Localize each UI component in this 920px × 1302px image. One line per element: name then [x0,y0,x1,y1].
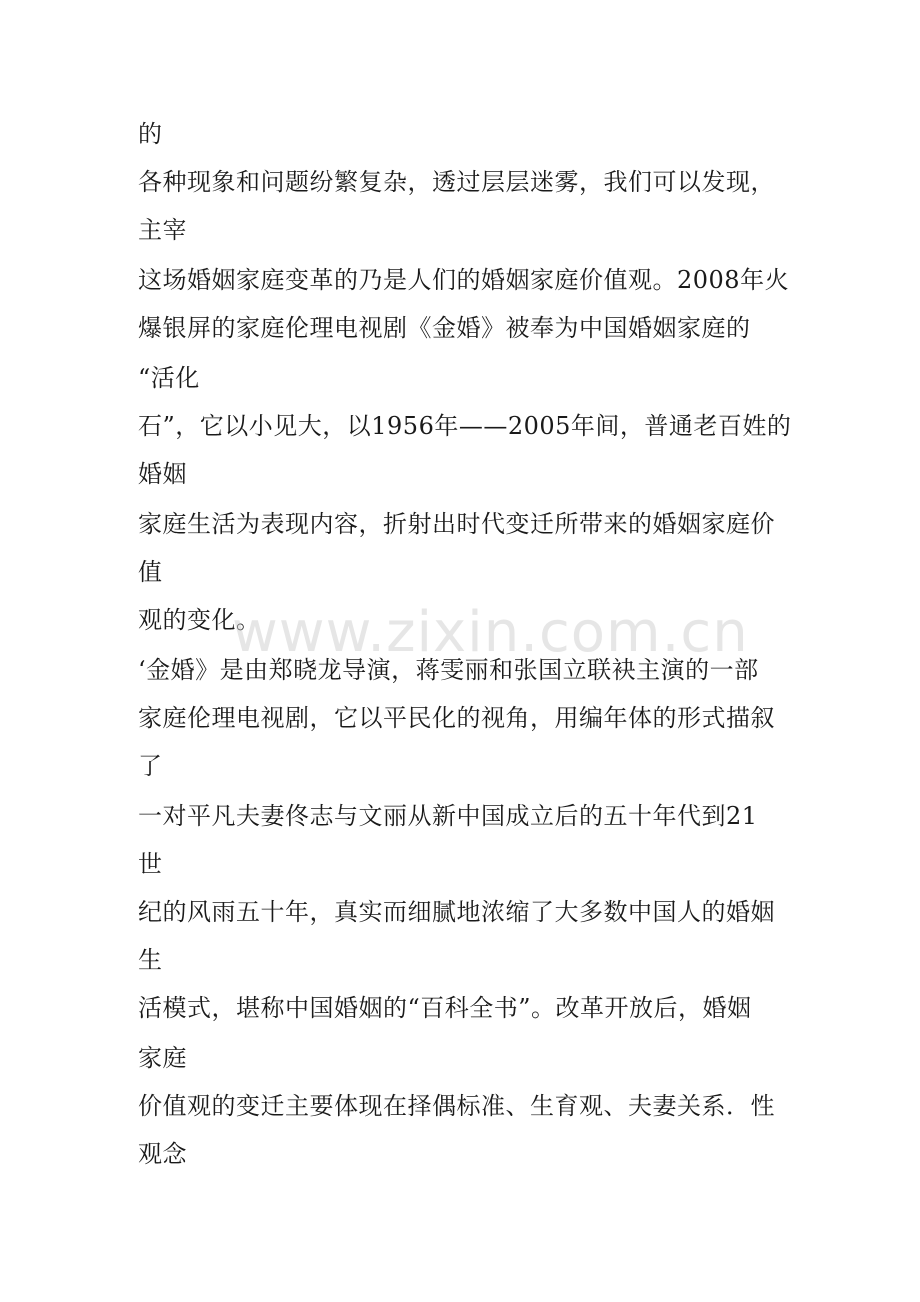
text-line-5: 爆银屏的家庭伦理电视剧《金婚》被奉为中国婚姻家庭的 [138,314,751,342]
text-line-18: 生 [138,946,163,974]
text-line-15: 一对平凡夫妻佟志与文丽从新中国成立后的五十年代到21 [138,802,758,830]
text-line-10: 值 [138,558,163,586]
text-line-8: 婚姻 [138,460,187,488]
text-line-4: 这场婚姻家庭变革的乃是人们的婚姻家庭价值观。2008年火 [138,266,790,294]
text-line-1: 的 [138,120,163,148]
text-line-17: 纪的风雨五十年，真实而细腻地浓缩了大多数中国人的婚姻 [138,898,775,926]
text-line-22: 观念 [138,1140,187,1168]
text-line-3: 主宰 [138,216,187,244]
text-line-6: “活化 [138,364,200,392]
text-line-2: 各种现象和问题纷繁复杂，透过层层迷雾，我们可以发现， [138,168,775,196]
watermark-text: www.zixin.com.cn [232,600,749,665]
text-line-9: 家庭生活为表现内容，折射出时代变迁所带来的婚姻家庭价 [138,510,775,538]
text-line-20: 家庭 [138,1044,187,1072]
text-line-19: 活模式，堪称中国婚姻的“百科全书”。改革开放后，婚姻 [138,994,752,1022]
text-line-12: ‘金婚》是由郑晓龙导演，蒋雯丽和张国立联袂主演的一部 [138,656,759,684]
text-line-14: 了 [138,752,163,780]
text-line-11: 观的变化。 [138,606,261,634]
text-line-16: 世 [138,850,163,878]
text-line-13: 家庭伦理电视剧，它以平民化的视角，用编年体的形式描叙 [138,704,775,732]
text-line-21: 价值观的变迁主要体现在择偶标准、生育观、夫妻关系．性 [138,1092,775,1120]
text-line-7: 石”，它以小见大，以1956年——2005年间，普通老百姓的 [138,412,792,440]
